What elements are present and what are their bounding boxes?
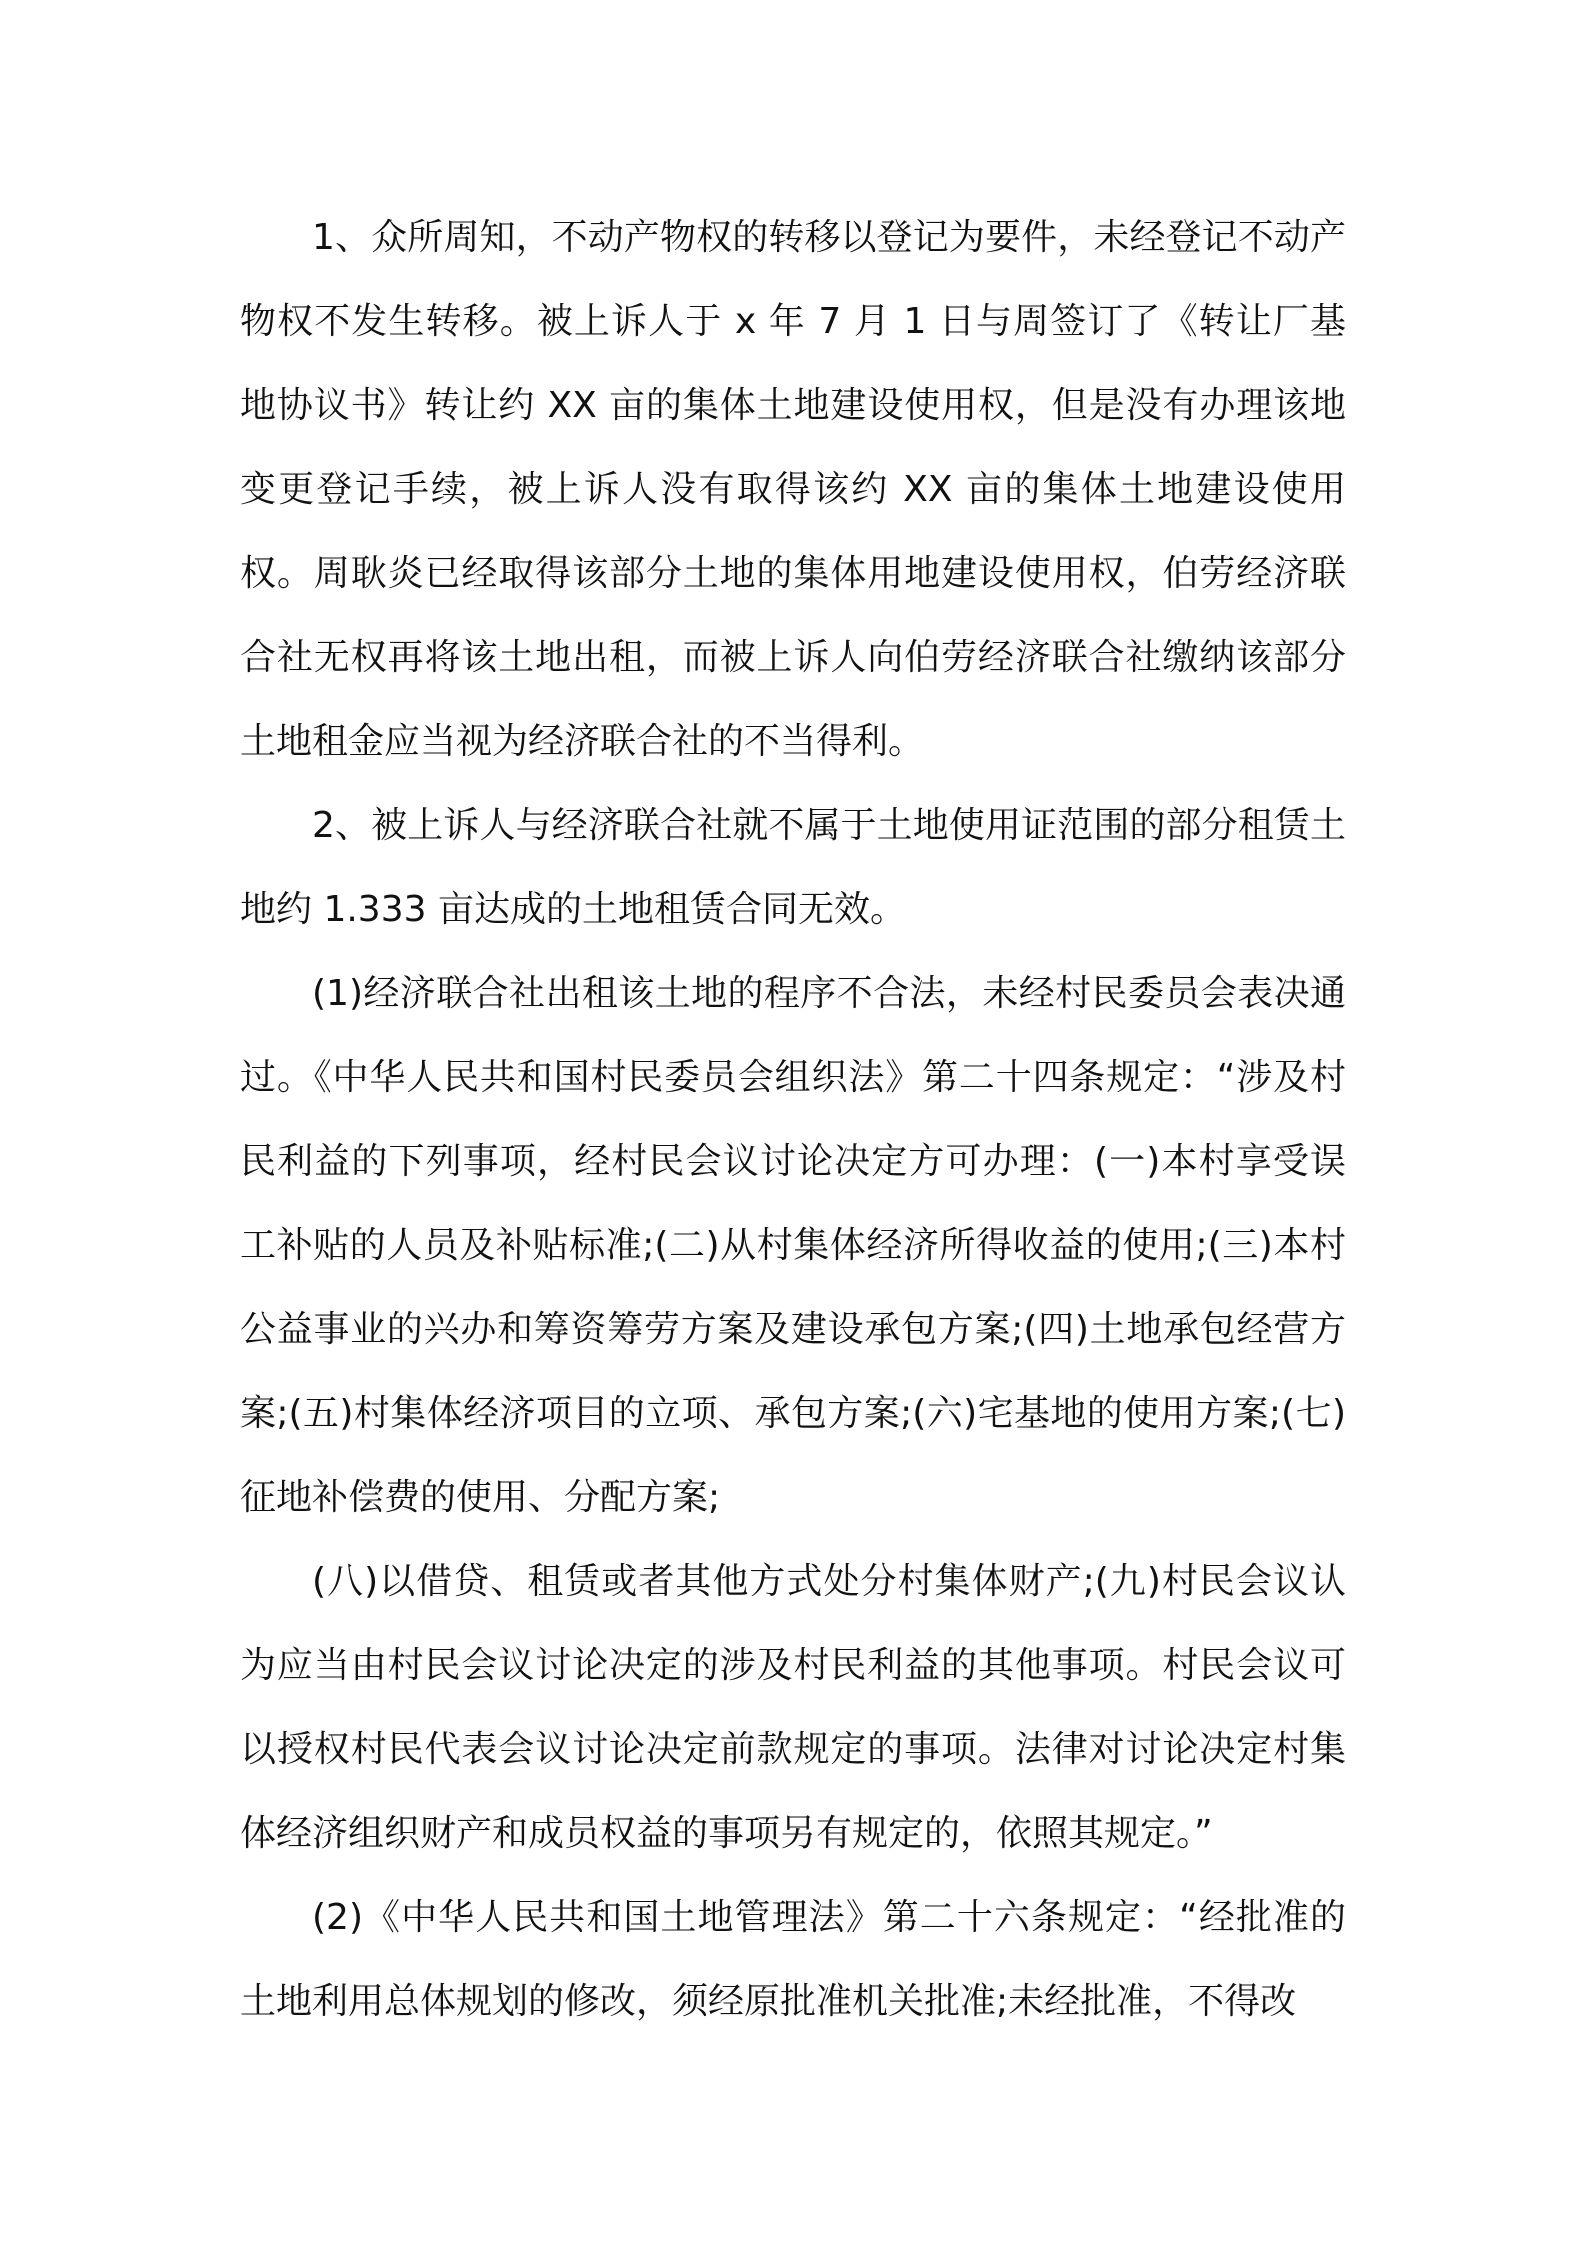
document-body <box>240 196 1346 2044</box>
paragraph-4: (八)以借贷、租赁或者其他方式处分村集体财产;(九)村民会议认为应当由村民会议讨论决定的涉及村民利益的其他事项。村民会议可以授权村民代表会议讨论决定前款规定的事项。法律对讨论决定村集体经济组织财产和成员权益的事项另有规定的，依照其规定。” <box>240 1561 1346 1854</box>
paragraph-5: (2)《中华人民共和国土地管理法》第二十六条规定：“经批准的土地利用总体规划的修改，须经原批准机关批准;未经批准，不得改 <box>240 1897 1346 2022</box>
paragraph-1: 1、众所周知，不动产物权的转移以登记为要件，未经登记不动产物权不发生转移。被上诉人于 x 年 7 月 1 日与周签订了《转让厂基地协议书》转让约 XX 亩的集体土地建设使用权，但是没有办理该地变更登记手续，被上诉人没有取得该约 XX 亩的集体土地建设使用权。周耿炎已经取得该部分土地的集体用地建设使用权，伯劳经济联合社无权再将该土地出租，而被上诉人向伯劳经济联合社缴纳该部分土地租金应当视为经济联合社的不当得利。 <box>240 217 1346 762</box>
paragraph-3: (1)经济联合社出租该土地的程序不合法，未经村民委员会表决通过。《中华人民共和国村民委员会组织法》第二十四条规定：“涉及村民利益的下列事项，经村民会议讨论决定方可办理：(一)本村享受误工补贴的人员及补贴标准;(二)从村集体经济所得收益的使用;(三)本村公益事业的兴办和筹资筹劳方案及建设承包方案;(四)土地承包经营方案;(五)村集体经济项目的立项、承包方案;(六)宅基地的使用方案;(七)征地补偿费的使用、分配方案; <box>240 973 1346 1518</box>
paragraph-2: 2、被上诉人与经济联合社就不属于土地使用证范围的部分租赁土地约 1.333 亩达成的土地租赁合同无效。 <box>240 805 1346 930</box>
